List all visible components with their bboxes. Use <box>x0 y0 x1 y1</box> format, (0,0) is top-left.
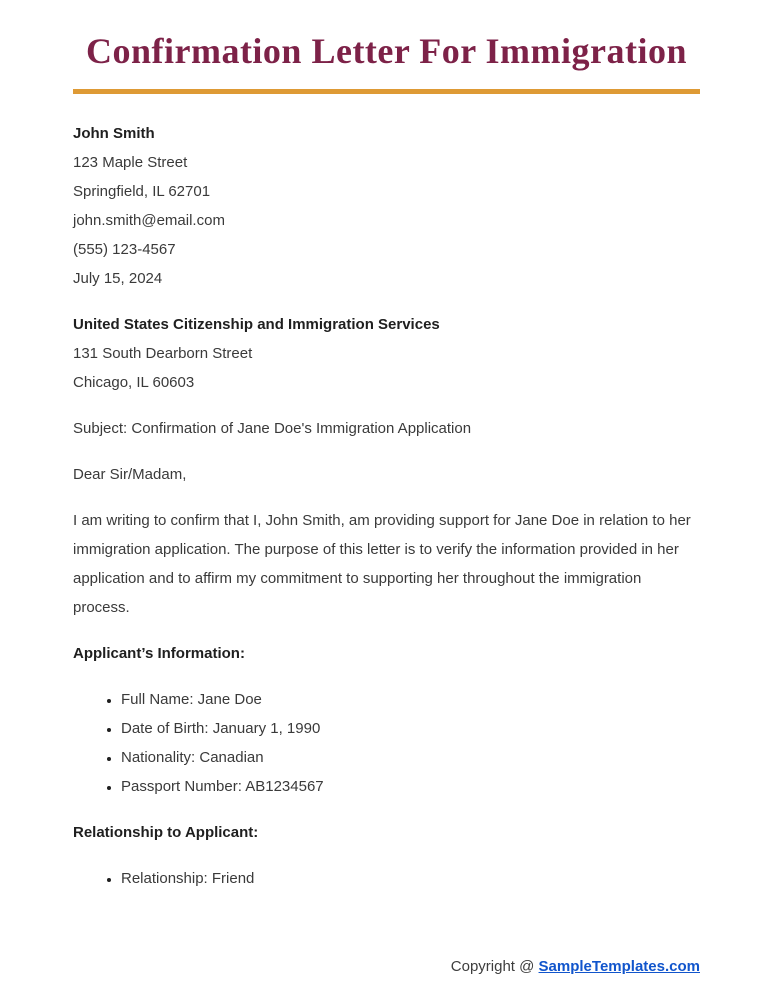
relationship-heading: Relationship to Applicant: <box>73 824 259 841</box>
page-title: Confirmation Letter For Immigration <box>85 31 688 71</box>
relationship-list <box>73 864 700 893</box>
subject-line: Subject: Confirmation of Jane Doe's Immigration Application <box>73 420 472 437</box>
sender-email: john.smith@email.com <box>73 212 225 229</box>
salutation: Dear Sir/Madam, <box>73 466 187 483</box>
list-item: • Full Name: Jane Doe <box>121 685 700 714</box>
recipient-block <box>73 310 700 397</box>
sender-phone: (555) 123-4567 <box>73 241 176 258</box>
list-item: • Passport Number: AB1234567 <box>121 772 700 801</box>
list-item: • Nationality: Canadian <box>121 743 700 772</box>
sampletemplates-link[interactable]: SampleTemplates.com <box>538 958 700 975</box>
recipient-address-line1: 131 South Dearborn Street <box>73 345 253 362</box>
body-paragraph: I am writing to confirm that I, John Smith, am providing support for Jane Doe in relation to her immigration application. The purpose of this letter is to verify the information provided in her application and to affirm my commitment to supporting her throughout the immigration process. <box>73 512 691 616</box>
applicant-info-heading: Applicant’s Information: <box>73 645 245 662</box>
copyright-text: Copyright @ <box>450 958 539 975</box>
list-item: • Date of Birth: January 1, 1990 <box>121 714 700 743</box>
letter-date: July 15, 2024 <box>73 270 163 287</box>
sender-block <box>73 119 700 293</box>
recipient-name: United States Citizenship and Immigration Services <box>73 316 440 333</box>
recipient-address-line2: Chicago, IL 60603 <box>73 374 195 391</box>
sender-address-line2: Springfield, IL 62701 <box>73 183 211 200</box>
applicant-info-list <box>73 685 700 801</box>
sender-address-line1: 123 Maple Street <box>73 154 188 171</box>
sender-name: John Smith <box>73 125 155 142</box>
list-item: • Relationship: Friend <box>121 864 700 893</box>
footer <box>73 957 700 983</box>
letter-body <box>73 94 700 893</box>
